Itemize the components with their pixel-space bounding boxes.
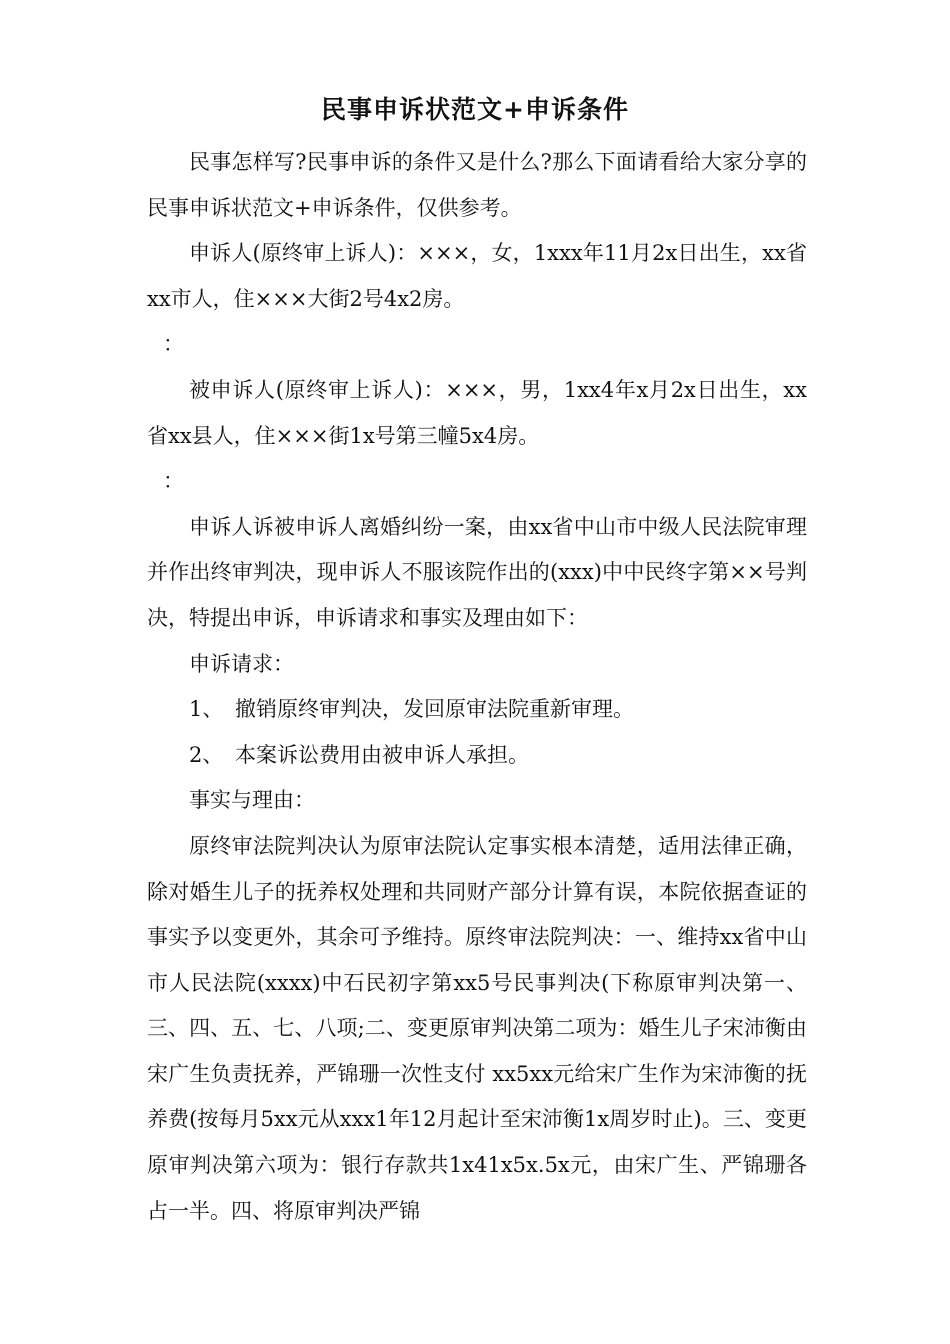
request-text: 本案诉讼费用由被申诉人承担。 xyxy=(235,742,529,767)
requests-heading: 申诉请求： xyxy=(189,651,294,676)
respondent-paragraph: 被申诉人(原终审上诉人)：×××，男，1xx4年x月2x日出生，xx省xx县人，住×××街1x号第三幢5x4房。 xyxy=(147,377,807,448)
request-item xyxy=(147,733,807,779)
document-title: 民事申诉状范文+申诉条件 xyxy=(321,95,629,124)
request-number: 2、 xyxy=(189,742,224,767)
colon-line: ： xyxy=(163,469,184,494)
facts-paragraph: 原终审法院判决认为原审法院认定事实根本清楚，适用法律正确，除对婚生儿子的抚养权处理和共同财产部分计算有误，本院依据查证的事实予以变更外，其余可予维持。原终审法院判决：一、维持xx省中山市人民法院(xxxx)中石民初字第xx5号民事判决(下称原审判决第一、三、四、五、七、八项;二、变更原审判决第二项为：婚生儿子宋沛衡由宋广生负责抚养，严锦珊一次性支付 xx5xx元给宋广生作为宋沛衡的抚养费(按每月5xx元从xxx1年12月起计至宋沛衡1x周岁时止)。三、变更原审判决第六项为：银行存款共1x41x5x.5x元，由宋广生、严锦珊各占一半。四、将原审判决严锦 xyxy=(147,833,807,1223)
case-intro-paragraph: 申诉人诉被申诉人离婚纠纷一案，由xx省中山市中级人民法院审理并作出终审判决，现申诉人不服该院作出的(xxx)中中民终字第××号判决，特提出申诉，申诉请求和事实及理由如下： xyxy=(147,514,807,630)
request-number: 1、 xyxy=(189,697,224,722)
appellant-paragraph: 申诉人(原终审上诉人)：×××，女，1xxx年11月2x日出生，xx省xx市人，住×××大街2号4x2房。 xyxy=(147,241,807,311)
intro-paragraph: 民事怎样写?民事申诉的条件又是什么?那么下面请看给大家分享的民事申诉状范文+申诉条件，仅供参考。 xyxy=(147,150,807,220)
colon-line: ： xyxy=(163,332,184,357)
request-text: 撤销原终审判决，发回原审法院重新审理。 xyxy=(235,697,634,722)
document-body xyxy=(147,140,807,1234)
request-item xyxy=(147,687,807,733)
facts-heading: 事实与理由： xyxy=(189,788,315,813)
